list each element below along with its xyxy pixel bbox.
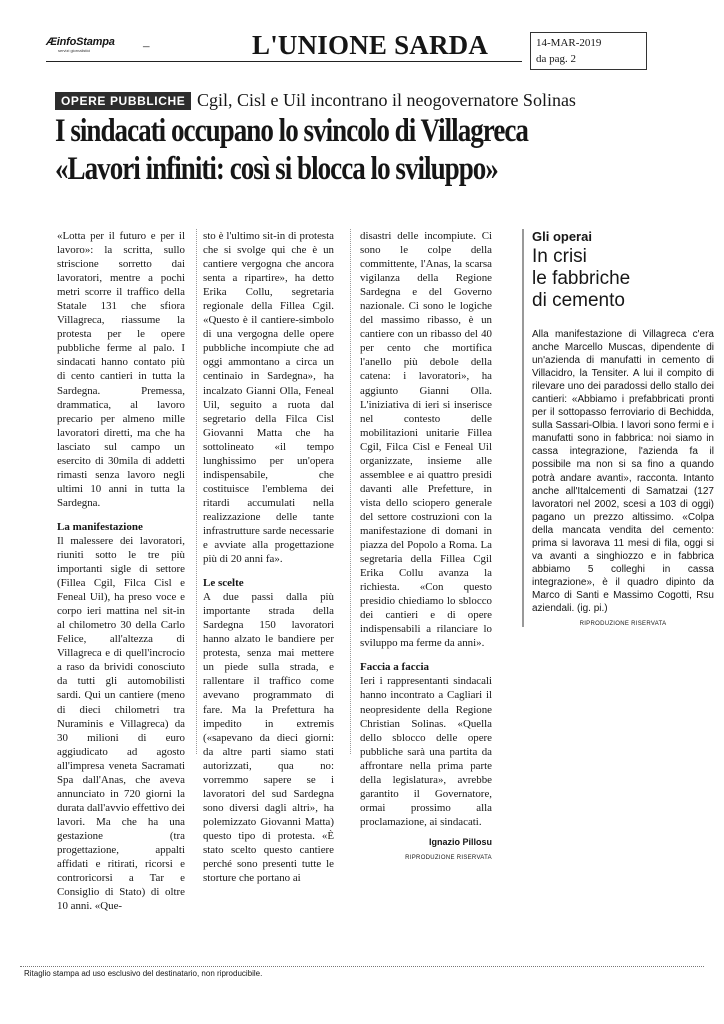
masthead-rule — [46, 61, 522, 62]
subheading-manifestazione: La manifestazione — [57, 520, 143, 533]
masthead-dash: – — [143, 38, 150, 53]
article-column-1 — [57, 229, 185, 913]
footer-note: Ritaglio stampa ad uso esclusivo del destinatario, non riproducibile. — [24, 969, 263, 978]
headline — [55, 112, 563, 188]
subheading-scelte: Le scelte — [203, 577, 244, 590]
sidebar-title-line: di cemento — [532, 290, 625, 311]
sidebar-body: Alla manifestazione di Villagreca c'era anche Marcello Muscas, dipendente di un'azienda di manufatti in cemento di Villacidro, la Tensiter. A lui il compito di rilevare uno dei paradossi dello stallo dei cantieri: «Abbiamo i prefabbricati pronti per il sottopasso ferroviario di Bechidda, sulla Sassari-Olbia. I lavori sono fermi e i manufatti sono in fabbrica: noi siamo in cassa integrazione, l'azienda fa il possibile ma non si sa fino a quando potrà andare avanti», racconta. Intanto anche all'Italcementi di Samatzai (127 lavoratori nel 2002, scesi a 103 di oggi) pagano un prezzo altissimo. «Colpa della mancata vendita del cemento: prima si lavorava 11 mesi di fila, oggi si va avanti a singhiozzo e in fabbrica abbiamo 5 colleghi in cassa integrazione», è il quadro dipinto da Marco di Santi e Massimo Cogotti, Rsu aziendali. (ig. pi.) — [532, 329, 714, 614]
column-divider — [196, 229, 197, 754]
reserved-notice: RIPRODUZIONE RISERVATA — [405, 854, 492, 861]
headline-line-2: «Lavori infiniti: così si blocca lo sviluppo» — [55, 151, 498, 187]
author-signature: Ignazio Pillosu — [428, 836, 492, 847]
sidebar-title-line: le fabbriche — [532, 268, 631, 289]
subheading-faccia: Faccia a faccia — [360, 661, 430, 674]
date-box — [530, 32, 647, 70]
paragraph: Il malessere dei lavoratori, riuniti sotto le tre più importanti sigle di settore (Fillea Cgil, Filca Cisl e Feneal Uil), ha preso voce e corpo ieri mattina nel sit-in al chilometro 30 della Carlo Felice, all'altezza di Villagreca e di quell'incrocio a raso da brividi conosciuto da tutti gli automobilisti sardi. Qui un cantiere (meno di dieci chilometri tra Nuraminis e Villagreca) da 30 milioni di euro aggiudicato ad agosto all'impresa veneta Sacramati Spa dall'Anas, che aveva annunciato in 720 giorni la durata dall'avvio effettivo dei lavori. Ma che ha una gestazione (tra progettazione, appalti affidati e ritirati, ricorsi e controricorsi a Tar e Consiglio di Stato) di oltre 10 anni. «Que- — [57, 534, 185, 913]
page-reference: da pag. 2 — [536, 53, 577, 65]
article-column-3 — [360, 229, 492, 865]
footer-rule — [20, 966, 704, 967]
kicker-text: Cgil, Cisl e Uil incontrano il neogovernatore Solinas — [197, 90, 576, 110]
section-label: OPERE PUBBLICHE — [55, 92, 191, 110]
infostampa-logo — [46, 36, 122, 52]
article-column-2 — [203, 229, 334, 885]
sidebar-title — [532, 246, 714, 312]
kicker-row — [55, 90, 655, 112]
logo-mark: ÆinfoStampa — [46, 36, 115, 48]
sidebar-title-line: In crisi — [532, 246, 587, 267]
paragraph: disastri delle incompiute. Ci sono le colpe della committente, l'Anas, la scarsa vigilanza della Regione Sardegna e del Governo nazionale. Ci sono le logiche del massimo ribasso, è un cantiere con un ribasso del 40 per cento che mortifica l'anello più debole della catena: i lavoratori», ha aggiunto Gianni Olla. L'iniziativa di ieri si inserisce nel contesto delle mobilitazioni unitarie Fillea Cgil, Filca Cisl e Feneal Uil organizzate, insieme alle assemblee e ai quattro presidi davanti alle Prefetture, in vista dello sciopero generale del settore costruzioni con la manifestazione di domani in piazza del Popolo a Roma. La segretaria della Fillea Cgil Erika Collu avanza la richiesta. «Con questo presidio chiediamo lo sblocco dei cantieri e di opere indispensabili a rilanciare lo sviluppo ma ferme da anni». — [360, 230, 492, 650]
headline-line-1: I sindacati occupano lo svincolo di Villagreca — [55, 113, 528, 149]
sidebar-kicker: Gli operai — [532, 229, 592, 244]
paragraph: Ieri i rappresentanti sindacali hanno incontrato a Cagliari il neopresidente della Regione Christian Solinas. «Quella dello sblocco delle opere pubbliche sarà una partita da affrontare nella prima parte della legislatura», avrebbe garantito il Governatore, ormai prossimo alla proclamazione, ai sindacati. — [360, 675, 492, 828]
newspaper-title: L'UNIONE SARDA — [252, 30, 489, 60]
logo-tagline: servizi giornalistici — [58, 48, 91, 53]
sidebar-box — [522, 229, 714, 627]
sidebar-reserved-notice: RIPRODUZIONE RISERVATA — [579, 621, 667, 628]
paragraph: sto è l'ultimo sit-in di protesta che si svolge qui che è un cantiere vergogna che ancora senta a ripartire», ha detto Erika Collu, segretaria regionale della Fillea Cgil. «Questo è il cantiere-simbolo di una vergogna delle opere pubbliche incompiute che ad oggi ammontano a circa un centinaio in Sardegna», ha incalzato Gianni Olla, Feneal Uil, seguito a ruota dal segretario della Filca Cisl Giovanni Matta che ha sottolineato «il tempo lunghissimo per un'opera indispensabile, che costituisce l'emblema dei ritardi accumulati nella realizzazione delle tante infrastrutture sarde necessarie e avviate alla progettazione più di 20 anni fa». — [203, 230, 334, 566]
paragraph: «Lotta per il futuro e per il lavoro»: la scritta, sullo striscione sorretto dai lavoratori, mentre a pochi metri scorre il traffico della Statale 131 che sfiora Villagreca, riassume la protesta per le opere pubbliche ferme al palo. I sindacati hanno contato più di cento cantieri in tutta la Sardegna. Premessa, drammatica, al lavoro precario per almeno mille lavoratori diretti, ma che ha lasciato sul campo un esercito di 30mila di addetti rimasti senza lavoro negli ultimi 10 anni in tutta la Sardegna. — [57, 230, 185, 509]
column-divider — [350, 229, 351, 754]
publication-date: 14-MAR-2019 — [536, 37, 602, 49]
paragraph: A due passi dalla più importante strada della Sardegna 150 lavoratori hanno alzato le bandiere per protesta, senza mai mettere un piede sulla strada, e rallentare il traffico come avevano programmato di fare. Ma la Prefettura ha impedito in extremis («sapevano da dieci giorni: da altre parti siamo stati autorizzati, qua no: vorremmo sapere se i lavoratori del sud Sardegna sono diversi dagli altri», ha polemizzato Giovanni Matta) questo tipo di protesta. «È stato scelto questo cantiere perché sono presenti tutte le storture che portano ai — [203, 591, 334, 885]
